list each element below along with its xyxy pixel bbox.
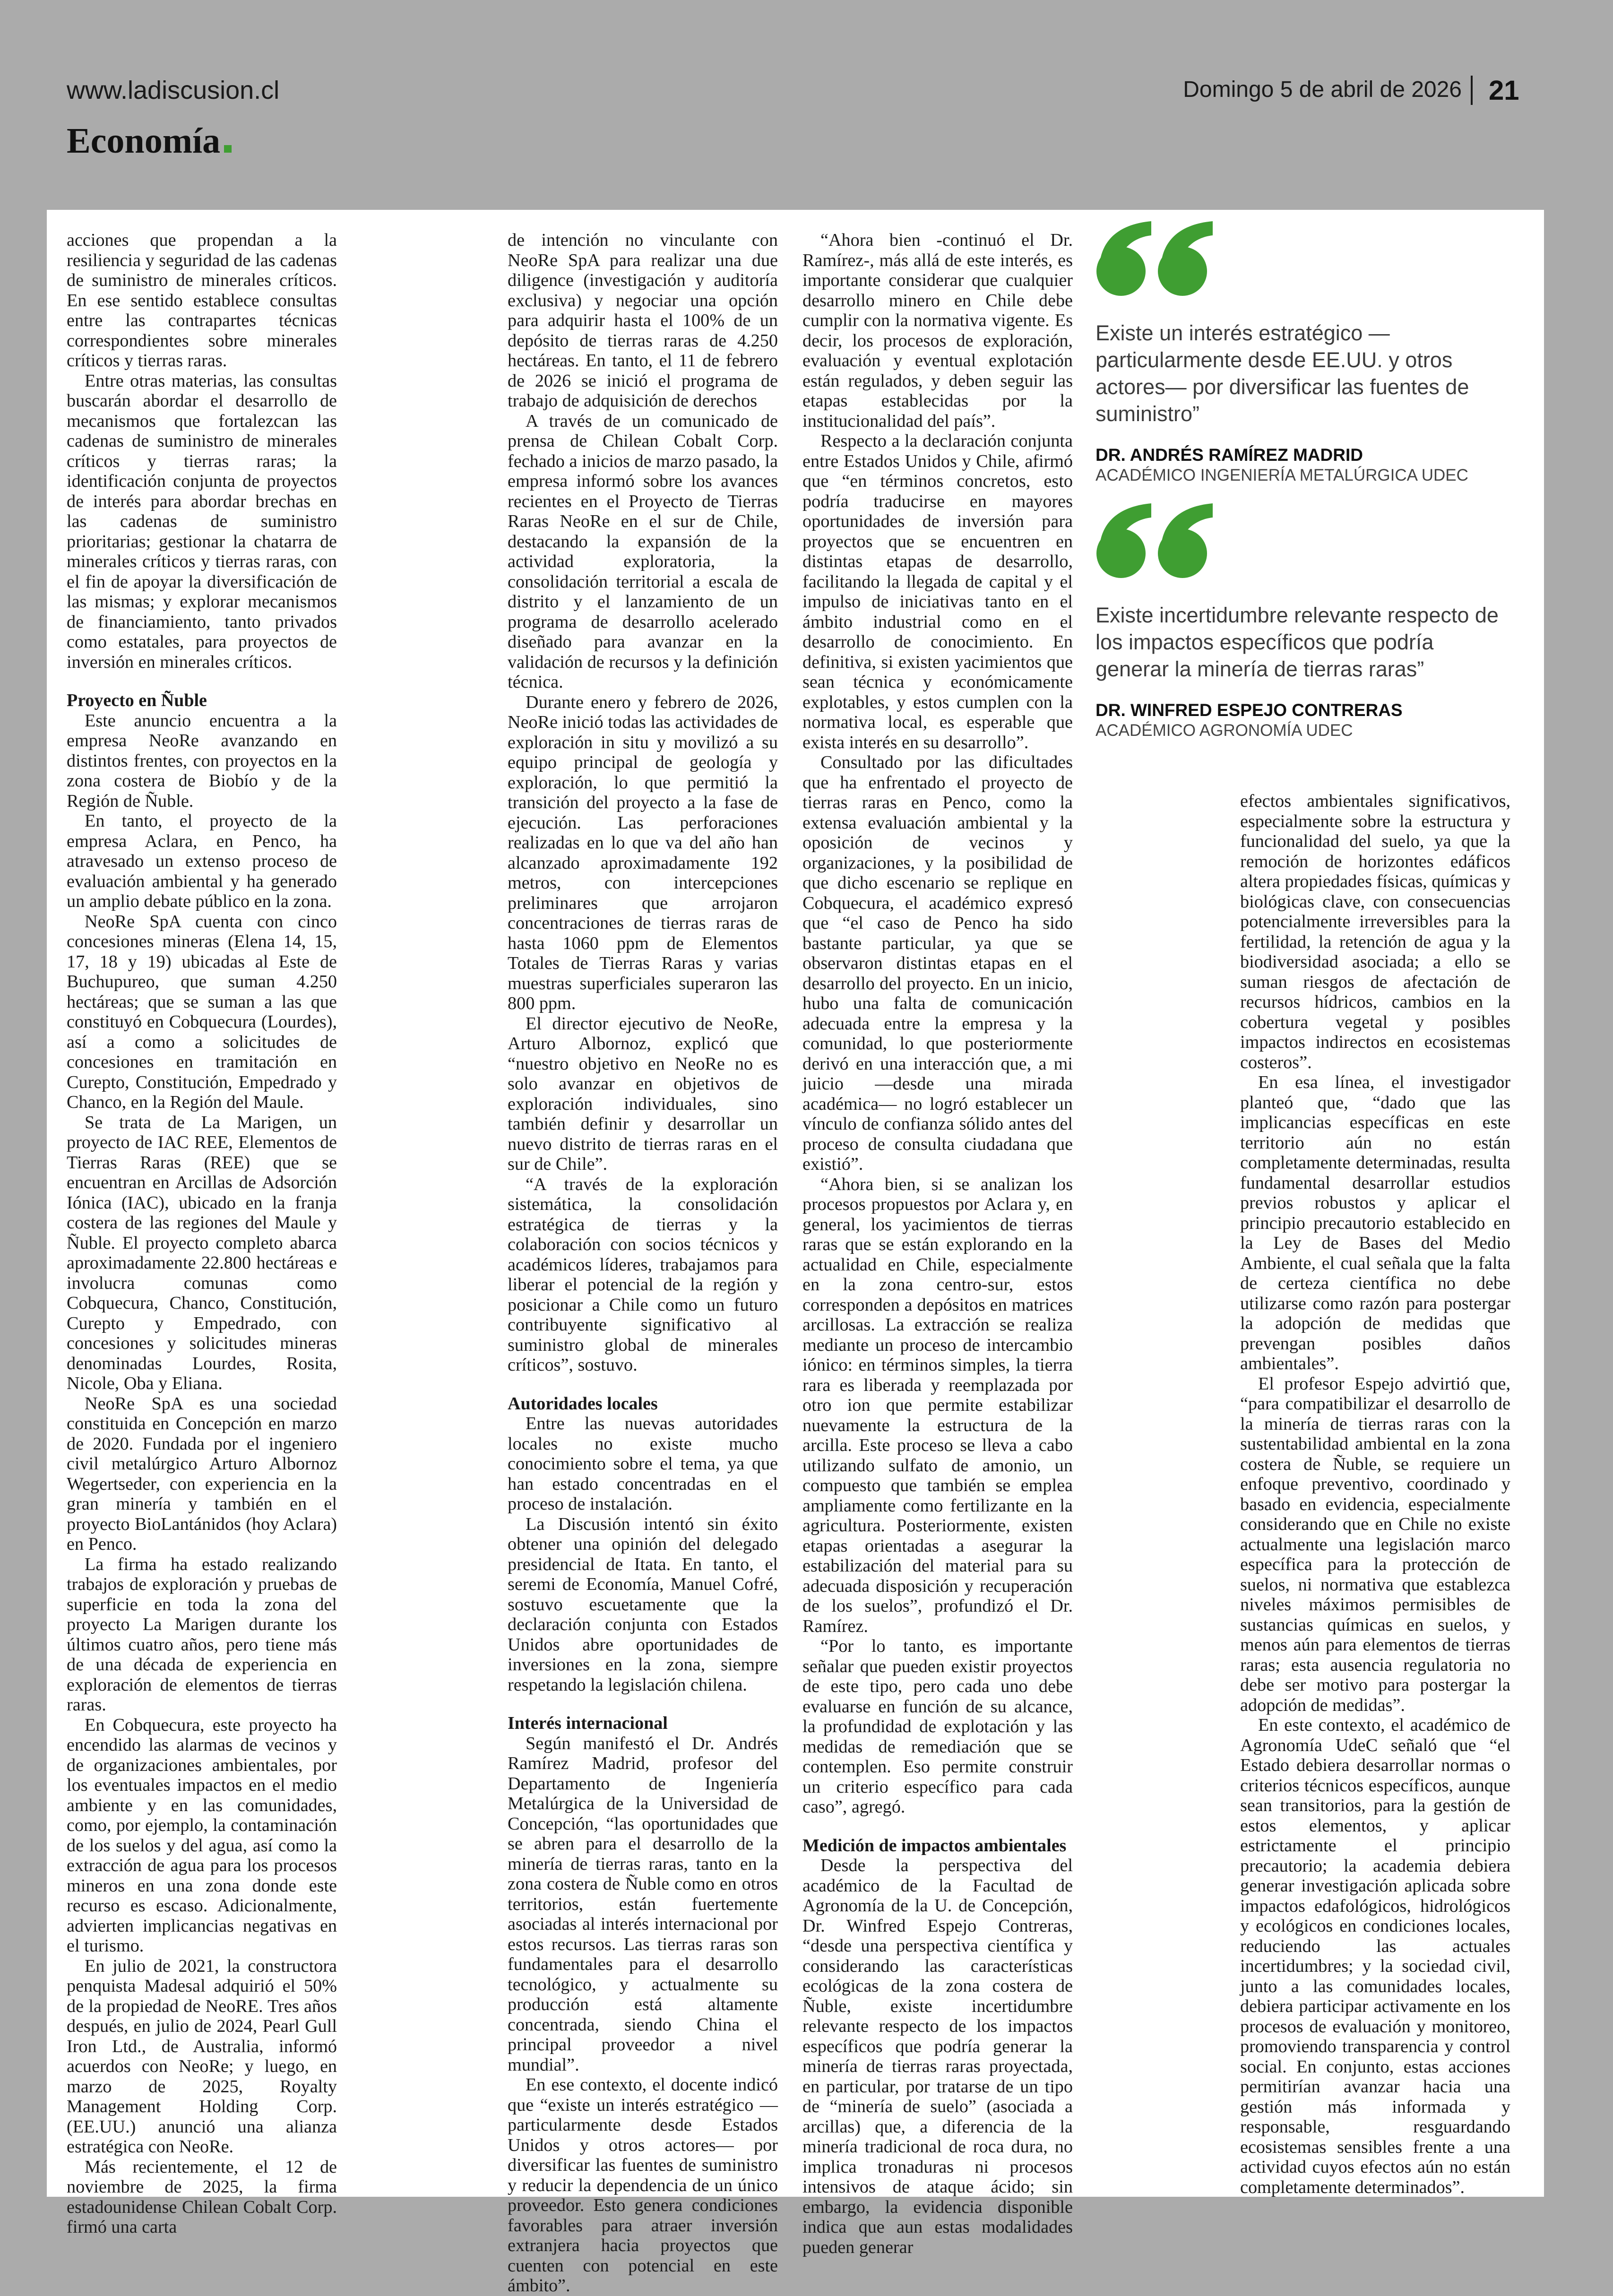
paragraph: Desde la perspectiva del académico de la Facultad de Agronomía de la U. de Concepción, Dr. Winfred Espejo Contreras, “desde una perspectiva científica y considerando las características ecológicas de la zona costera de Ñuble, existe incertidumbre relevante respecto de los impactos específicos que podría generar la minería de tierras raras proyectada, en particular, por tratarse de un tipo de “minería de suelo” (asociada a arcillas) que, a diferencia de la minería tradicional de roca dura, no implica tronaduras ni procesos intensivos de ataque ácido; sin embargo, la evidencia disponible indica que aun estas modalidades pueden generar (802, 1856, 1073, 2257)
subheading: Medición de impactos ambientales (802, 1835, 1067, 1856)
paragraph: Entre las nuevas autoridades locales no existe mucho conocimiento sobre el tema, ya que han estado concentradas en el proceso de instalación. (508, 1414, 778, 1514)
paragraph: Respecto a la declaración conjunta entre Estados Unidos y Chile, afirmó que “en términos concretos, esto podría traducirse en mayores oportunidades de inversión para proyectos que se encuentren en distintas etapas de desarrollo, facilitando la llegada de capital y el impulso de iniciativas tanto en el ámbito industrial como en el desarrollo de conocimiento. En definitiva, si existen yacimientos que sean técnica y económicamente explotables, y estos cumplen con la normativa local, es esperable que exista interés en su desarrollo”. (802, 431, 1073, 752)
paragraph: NeoRe SpA es una sociedad constituida en Concepción en marzo de 2020. Fundada por el ingeniero civil metalúrgico Arturo Albornoz Wegertseder, con experiencia en la gran minería y también en el proyecto BioLantánidos (hoy Aclara) en Penco. (67, 1393, 337, 1554)
paragraph: En ese contexto, el docente indicó que “existe un interés estratégico —particularmente desde Estados Unidos y otros actores— por diversificar las fuentes de suministro y reducir la dependencia de un único proveedor. Esto genera condiciones favorables para atraer inversión extranjera hacia proyectos que cuenten con potencial en este ámbito”. (508, 2075, 778, 2296)
paragraph: Durante enero y febrero de 2026, NeoRe inició todas las actividades de exploración in situ y movilizó a su equipo principal de geología y exploración, lo que permitió la transición del proyecto a la fase de ejecución. Las perforaciones realizadas en lo que va del año han alcanzado aproximadamente 192 metros, con intercepciones preliminares que arrojaron concentraciones de tierras raras de hasta 1060 ppm de Elementos Totales de Tierras Raras y varias muestras superficiales superaron las 800 ppm. (508, 692, 778, 1013)
paragraph: NeoRe SpA cuenta con cinco concesiones mineras (Elena 14, 15, 17, 18 y 19) ubicadas al Este de Buchupureo, que suman 4.250 hectáreas; que se suman a las que constituyó en Cobquecura (Lourdes), así a como a solicitudes de concesiones en tramitación en Curepto, Constitución, Empedrado y Chanco, en la Región del Maule. (67, 911, 337, 1112)
section-label: Economía (67, 121, 221, 161)
page-number: 21 (1489, 75, 1519, 106)
quote-author-role: ACADÉMICO AGRONOMÍA UDEC (1095, 721, 1353, 740)
paragraph: “A través de la exploración sistemática, la consolidación estratégica de tierras y la colaboración con socios técnicos y académicos líderes, trabajamos para liberar el potencial de la región y posicionar a Chile como un futuro contribuyente significativo al suministro global de minerales críticos”, sostuvo. (508, 1174, 778, 1375)
paragraph: En tanto, el proyecto de la empresa Aclara, en Penco, ha atravesado un extenso proceso de evaluación ambiental y ha generado un amplio debate público en la zona. (67, 811, 337, 911)
paragraph: En este contexto, el académico de Agronomía UdeC señaló que “el Estado debiera desarrollar normas o criterios técnicos específicos, aunque sean transitorios, para la gestión de estos elementos, y aplicar estrictamente el principio precautorio; la academia debiera generar investigación aplicada sobre impactos edafológicos, hidrológicos y ecológicos en condiciones locales, reduciendo las actuales incertidumbres; y la sociedad civil, junto a las comunidades locales, debiera participar activamente en los procesos de evaluación y monitoreo, promoviendo transparencia y control social. En conjunto, estas acciones permitirían avanzar hacia una gestión más informada y responsable, resguardando ecosistemas sensibles frente a una actividad cuyos efectos aún no están completamente determinados”. (1240, 1715, 1510, 2197)
paragraph: acciones que propendan a la resiliencia y seguridad de las cadenas de suministro de minerales críticos. En ese sentido establece consultas entre las contrapartes técnicas correspondientes sobre minerales críticos y tierras raras. (67, 230, 337, 371)
quote-glyph-icon (1095, 221, 1218, 297)
paragraph: El director ejecutivo de NeoRe, Arturo Albornoz, explicó que “nuestro objetivo en NeoRe no es solo avanzar en objetivos de exploración individuales, sino también definir y desarrollar un nuevo distrito de tierras raras en el sur de Chile”. (508, 1013, 778, 1174)
pull-quote-1 (1095, 221, 1507, 485)
paragraph: Se trata de La Marigen, un proyecto de IAC REE, Elementos de Tierras Raras (REE) que se encuentran en Arcillas de Adsorción Iónica (IAC), ubicado en la franja costera de las regiones del Maule y Ñuble. El proyecto completo abarca aproximadamente 22.800 hectáreas e involucra comunas como Cobquecura, Chanco, Constitución, Curepto y Empedrado, con concesiones y solicitudes mineras denominadas Lourdes, Rosita, Nicole, Oba y Eliana. (67, 1112, 337, 1393)
paragraph: El profesor Espejo advirtió que, “para compatibilizar el desarrollo de la minería de tierras raras con la sustentabilidad ambiental en la zona costera de Ñuble, se requiere un enfoque preventivo, coordinado y basado en evidencia, especialmente considerando que en Chile no existe actualmente una legislación marco específica para la protección de suelos, ni normativa que establezca niveles máximos permisibles de sustancias químicas en suelos, y menos aún para elementos de tierras raras; esta ausencia regulatoria no debe ser motivo para postergar la adopción de medidas”. (1240, 1373, 1510, 1715)
quote-author: DR. WINFRED ESPEJO CONTRERAS (1095, 700, 1403, 720)
paragraph: A través de un comunicado de prensa de Chilean Cobalt Corp. fechado a inicios de marzo pasado, la empresa informó sobre los avances recientes en el Proyecto de Tierras Raras NeoRe en el sur de Chile, destacando la expansión de la actividad exploratoria, la consolidación territorial a escala de distrito y el lanzamiento de un programa de desarrollo acelerado diseñado para avanzar en la validación de recursos y la definición técnica. (508, 411, 778, 692)
header-divider (1471, 76, 1473, 105)
paragraph: “Ahora bien, si se analizan los procesos propuestos por Aclara y, en general, los yacimientos de tierras raras que se están explorando en la actualidad en Chile, especialmente en la zona centro-sur, estos corresponden a depósitos en matrices arcillosas. La extracción se realiza mediante un proceso de intercambio iónico: en términos simples, la tierra rara es liberada y reemplazada por otro ion que permite estabilizar nuevamente la estructura de la arcilla. Este proceso se lleva a cabo utilizando sulfato de amonio, un compuesto que también se emplea ampliamente como fertilizante en la agricultura. Posteriormente, existen etapas orientadas a asegurar la estabilización del material para su adecuada disposición y recuperación de los suelos”, profundizó el Dr. Ramírez. (802, 1174, 1073, 1636)
paragraph: “Ahora bien -continuó el Dr. Ramírez-, más allá de este interés, es importante considerar que cualquier desarrollo minero en Chile debe cumplir con la normativa vigente. Es decir, los procesos de exploración, evaluación y eventual explotación están regulados, y deben seguir las etapas establecidas por la institucionalidad del país”. (802, 230, 1073, 431)
green-dot-icon (224, 145, 232, 153)
subheading: Proyecto en Ñuble (67, 691, 207, 710)
paragraph: efectos ambientales significativos, especialmente sobre la estructura y funcionalidad del suelo, ya que la remoción de horizontes edáficos altera propiedades físicas, químicas y biológicas clave, con consecuencias potencialmente irreversibles para la fertilidad, la retención de agua y la biodiversidad asociada; a ello se suman riesgos de afectación de recursos hídricos, cambios en la cobertura vegetal y posibles impactos indirectos en ecosistemas costeros”. (1240, 791, 1510, 1072)
paragraph: En esa línea, el investigador planteó que, “dado que las implicancias específicas en este territorio aún no están completamente determinadas, resulta fundamental desarrollar estudios previos robustos y aplicar el principio precautorio establecido en la Ley de Bases del Medio Ambiente, el cual señala que la falta de certeza científica no debe utilizarse como razón para postergar la adopción de medidas que prevengan posibles daños ambientales”. (1240, 1072, 1510, 1373)
pull-quote-2 (1095, 503, 1507, 740)
quote-text: Existe un interés estratégico —particularmente desde EE.UU. y otros actores— por diversificar las fuentes de suministro” (1095, 321, 1469, 426)
paragraph: En julio de 2021, la constructora penquista Madesal adquirió el 50% de la propiedad de NeoRE. Tres años después, en julio de 2024, Pearl Gull Iron Ltd., de Australia, informó acuerdos con NeoRe; y luego, en marzo de 2025, Royalty Management Holding Corp. (EE.UU.) anunció una alianza estratégica con NeoRe. (67, 1956, 337, 2157)
paragraph: Según manifestó el Dr. Andrés Ramírez Madrid, profesor del Departamento de Ingeniería Metalúrgica de la Universidad de Concepción, “las oportunidades que se abren para el desarrollo de la minería de tierras raras, tanto en la zona costera de Ñuble como en otros territorios, están fuertemente asociadas al interés internacional por estos recursos. Las tierras raras son fundamentales para el desarrollo tecnológico, y actualmente su producción está altamente concentrada, siendo China el principal proveedor a nivel mundial”. (508, 1733, 778, 2075)
site-url[interactable]: www.ladiscusion.cl (67, 76, 280, 104)
column-1 (67, 230, 337, 2237)
paragraph: Consultado por las dificultades que ha enfrentado el proyecto de tierras raras en Penco, como la extensa evaluación ambiental y la oposición de vecinos y organizaciones, y la posibilidad de que dicho escenario se replique en Cobquecura, el académico expresó que “el caso de Penco ha sido bastante particular, ya que se observaron distintas etapas en el desarrollo del proyecto. En un inicio, hubo una falta de comunicación adecuada entre la empresa y la comunidad, lo que posteriormente derivó en una interacción que, a mi juicio —desde una mirada académica— no logró establecer un vínculo de confianza sólido antes del proceso de consulta ciudadana que existió”. (802, 752, 1073, 1174)
quote-author-role: ACADÉMICO INGENIERÍA METALÚRGICA UDEC (1095, 466, 1468, 484)
paragraph: “Por lo tanto, es importante señalar que pueden existir proyectos de este tipo, pero cada uno debe evaluarse en función de su alcance, la profundidad de explotación y las medidas de remediación que se contemplen. Eso permite construir un criterio específico para cada caso”, agregó. (802, 1636, 1073, 1817)
paragraph: Más recientemente, el 12 de noviembre de 2025, la firma estadounidense Chilean Cobalt Corp. firmó una carta (67, 2157, 337, 2237)
quote-text: Existe incertidumbre relevante respecto de los impactos específicos que podría generar la minería de tierras raras” (1095, 603, 1499, 681)
paragraph: La Discusión intentó sin éxito obtener una opinión del delegado presidencial de Itata. En tanto, el seremi de Economía, Manuel Cofré, sostuvo escuetamente que la declaración conjunta con Estados Unidos abre oportunidades de inversiones en la zona, siempre respetando la legislación chilena. (508, 1514, 778, 1695)
quote-author: DR. ANDRÉS RAMÍREZ MADRID (1095, 445, 1363, 465)
paragraph: Este anuncio encuentra a la empresa NeoRe avanzando en distintos frentes, con proyectos en la zona costera de Biobío y de la Región de Ñuble. (67, 710, 337, 811)
column-4 (1240, 791, 1510, 2197)
subheading: Interés internacional (508, 1713, 668, 1733)
quote-mark-icon (1095, 221, 1507, 297)
paragraph: de intención no vinculante con NeoRe SpA para realizar una due diligence (investigación y auditoría exclusiva) y negociar una opción para adquirir hasta el 100% de un depósito de tierras raras de 4.250 hectáreas. En tanto, el 11 de febrero de 2026 se inició el programa de trabajo de adquisición de derechos (508, 230, 778, 411)
section-title (67, 121, 232, 162)
quote-mark-icon (1095, 503, 1507, 579)
column-2 (508, 230, 778, 2296)
paragraph: La firma ha estado realizando trabajos de exploración y pruebas de superficie en toda la zona del proyecto La Marigen durante los últimos cuatro años, pero tiene más de una década de experiencia en exploración de elementos de tierras raras. (67, 1554, 337, 1715)
subheading: Autoridades locales (508, 1393, 658, 1414)
quote-glyph-icon (1095, 503, 1218, 579)
column-3 (802, 230, 1073, 2257)
paragraph: En Cobquecura, este proyecto ha encendido las alarmas de vecinos y de organizaciones ambientales, por los eventuales impactos en el medio ambiente y en las comunidades, como, por ejemplo, la contaminación de los suelos y del agua, así como la extracción de agua para los procesos mineros en una zona donde este recurso es escaso. Adicionalmente, advierten implicancias negativas en el turismo. (67, 1715, 337, 1956)
paragraph: Entre otras materias, las consultas buscarán abordar el desarrollo de mecanismos que fortalezcan las cadenas de suministro de minerales críticos y tierras raras; la identificación conjunta de proyectos de interés para abordar brechas en las cadenas de suministro prioritarias; gestionar la chatarra de minerales críticos y tierras raras, con el fin de apoyar la diversificación de las mismas; y explorar mecanismos de financiamiento, tanto privados como estatales, para proyectos de inversión en minerales críticos. (67, 371, 337, 672)
issue-date: Domingo 5 de abril de 2026 (1183, 77, 1462, 102)
